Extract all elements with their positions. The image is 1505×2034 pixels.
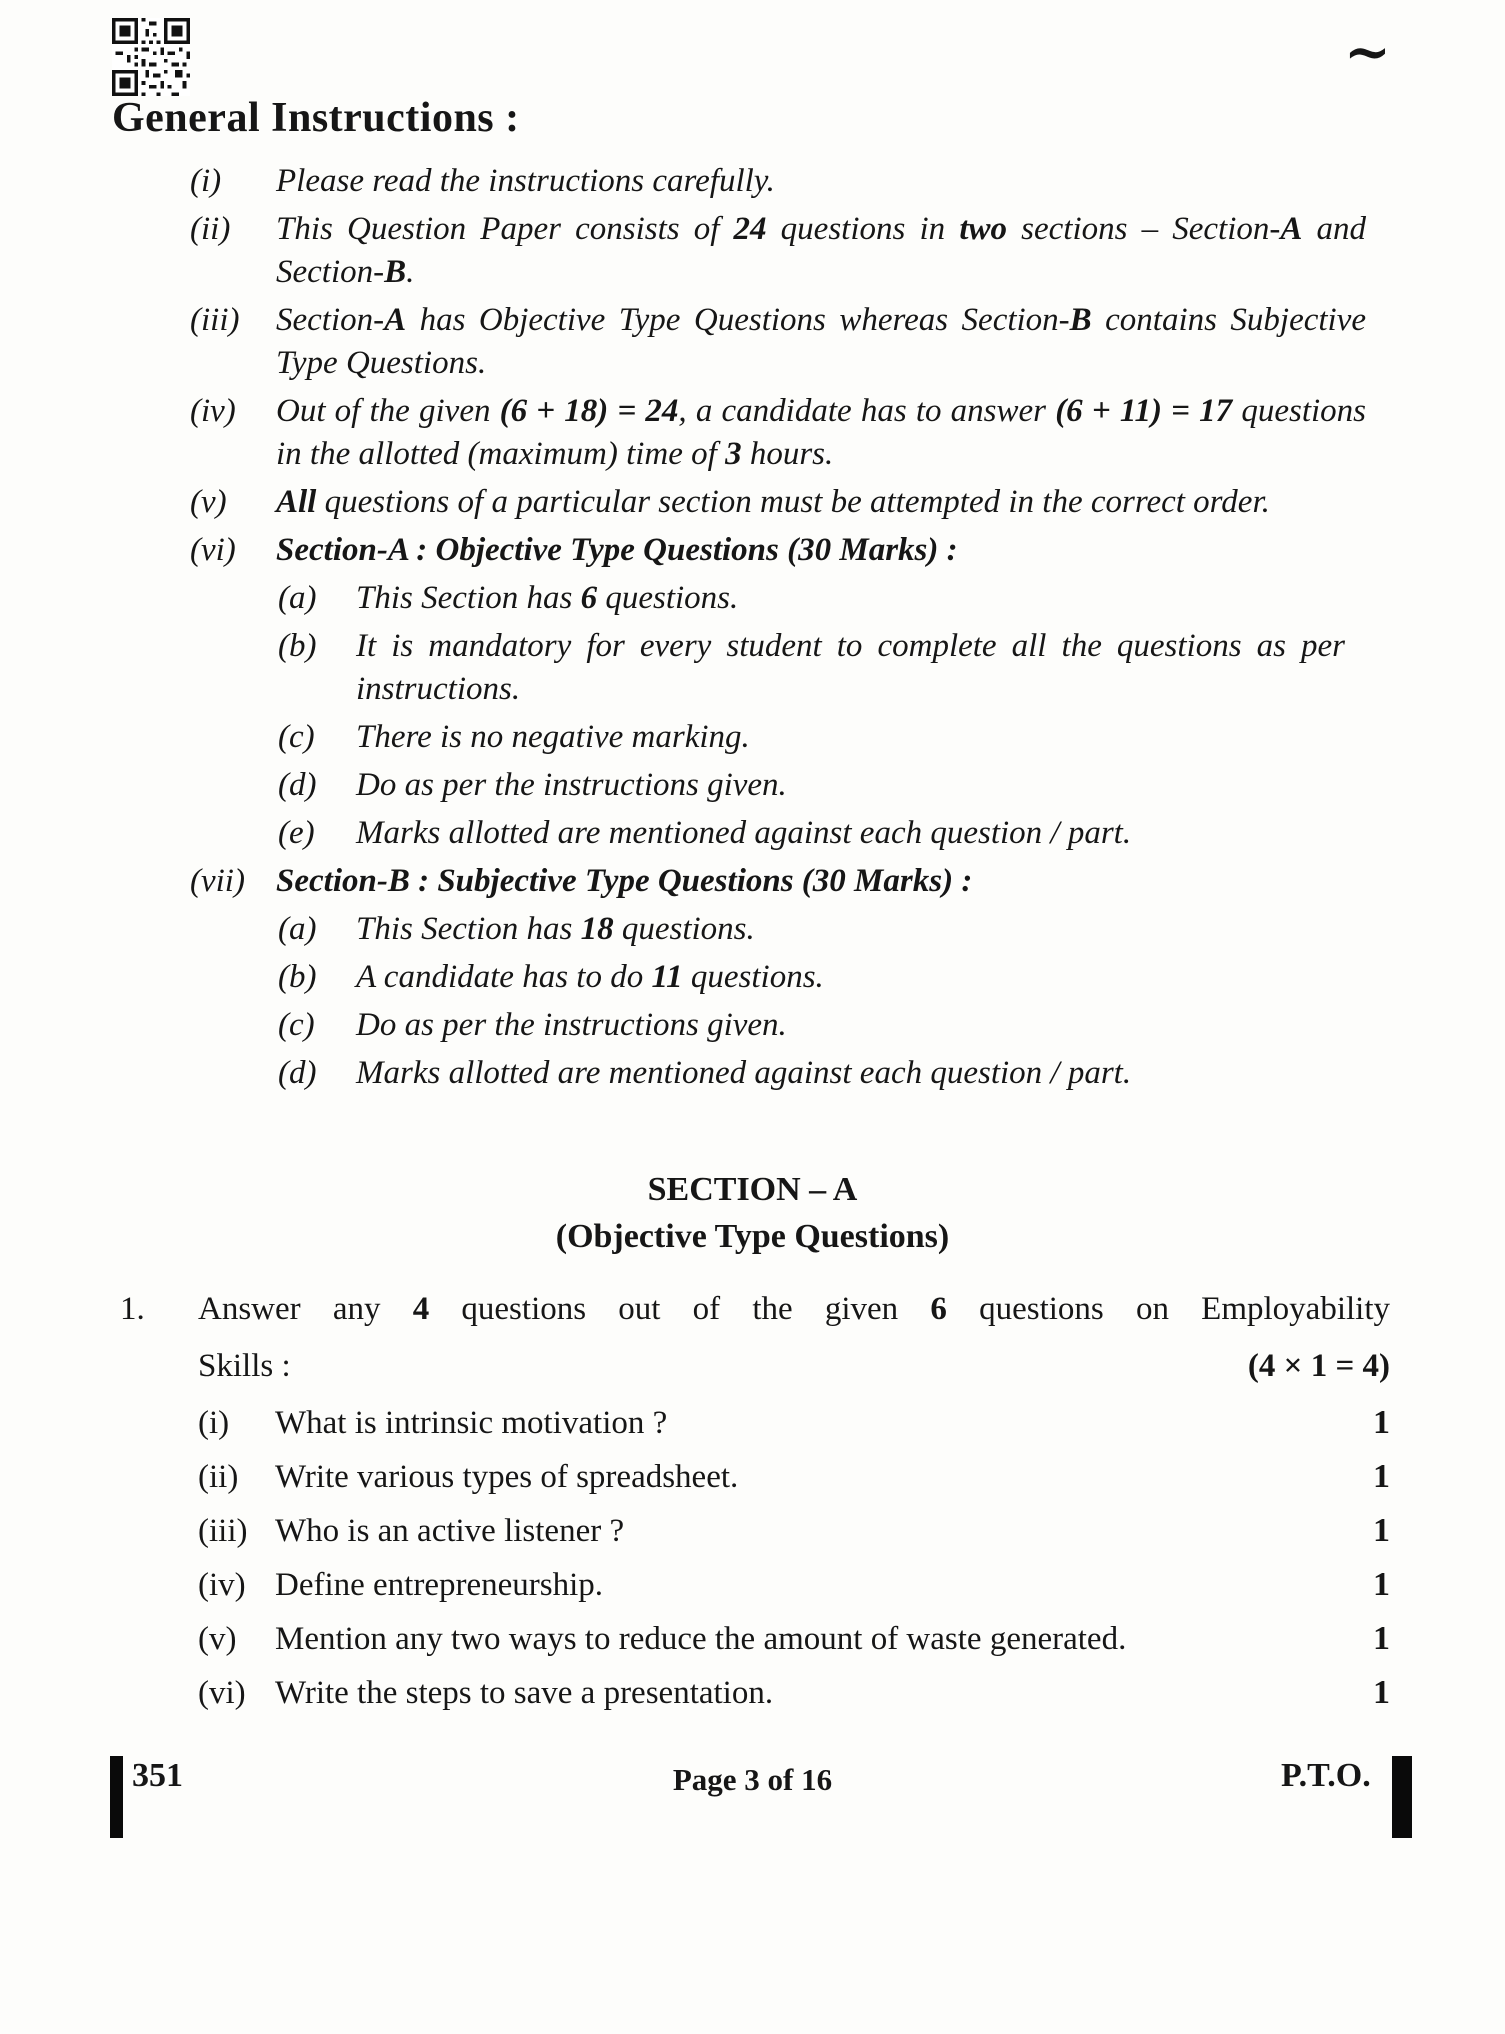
- instruction-subitem: [190, 577, 1366, 620]
- instruction-subitem: [190, 625, 1366, 711]
- instruction-item: [190, 390, 1366, 476]
- general-instructions-title: General Instructions :: [112, 95, 520, 141]
- instruction-subitem: [190, 1052, 1366, 1095]
- instruction-text: Marks allotted are mentioned against each question / part.: [356, 1055, 1132, 1091]
- subquestion-text: Define entrepreneurship.: [275, 1567, 604, 1603]
- subquestion-marks: 1: [1373, 1458, 1390, 1495]
- instruction-item: [190, 481, 1366, 524]
- subquestion-marks: 1: [1373, 1512, 1390, 1549]
- subquestion-row: [198, 1511, 1390, 1551]
- tilde-mark: ~: [1344, 19, 1391, 85]
- instruction-text: Marks allotted are mentioned against each question / part.: [356, 815, 1132, 851]
- question-1-subquestions: [120, 1403, 1390, 1713]
- subquestion-marker: (i): [198, 1405, 230, 1441]
- instruction-text: This Question Paper consists of 24 questions in two sections – Section-A and Section-B.: [276, 211, 1367, 290]
- instruction-marker: (iii): [190, 302, 240, 338]
- subquestion-text: Write the steps to save a presentation.: [275, 1675, 774, 1711]
- subquestion-row: [198, 1673, 1390, 1713]
- instruction-text: Section-B : Subjective Type Questions (30 Marks) :: [276, 863, 973, 899]
- instruction-marker: (b): [278, 959, 317, 995]
- instruction-text: It is mandatory for every student to complete all the questions as per instructions.: [356, 628, 1345, 707]
- instruction-marker: (iv): [190, 393, 236, 429]
- subquestion-marker: (iii): [198, 1513, 248, 1549]
- instruction-text: There is no negative marking.: [356, 719, 750, 755]
- instruction-subitem: [190, 716, 1366, 759]
- instruction-marker: (a): [278, 580, 317, 616]
- instruction-marker: (d): [278, 1055, 317, 1091]
- section-a-heading: [0, 1166, 1505, 1260]
- section-subtitle: (Objective Type Questions): [555, 1218, 950, 1255]
- instruction-text: This Section has 18 questions.: [356, 911, 755, 947]
- instruction-marker: (e): [278, 815, 315, 851]
- instruction-text: Please read the instructions carefully.: [276, 163, 775, 199]
- subquestion-marks: 1: [1373, 1674, 1390, 1711]
- marks-scheme-note: (4 × 1 = 4): [1247, 1348, 1390, 1384]
- qr-code-icon: [112, 18, 190, 96]
- question-1-line-1: [120, 1288, 1390, 1330]
- instruction-text: This Section has 6 questions.: [356, 580, 739, 616]
- pto-label: P.T.O.: [1281, 1757, 1371, 1794]
- question-1-line-2: [198, 1345, 1390, 1387]
- instruction-marker: (vi): [190, 532, 236, 568]
- instruction-subitem: [190, 812, 1366, 855]
- page-number: Page 3 of 16: [672, 1762, 833, 1797]
- subquestion-marker: (v): [198, 1621, 237, 1657]
- instruction-text: A candidate has to do 11 questions.: [356, 959, 824, 995]
- subquestion-marks: 1: [1373, 1620, 1390, 1657]
- question-1: [120, 1288, 1390, 1727]
- instruction-marker: (c): [278, 719, 315, 755]
- subquestion-text: Write various types of spreadsheet.: [275, 1459, 739, 1495]
- subquestion-text: Mention any two ways to reduce the amount of waste generated.: [275, 1621, 1127, 1657]
- instruction-marker: (ii): [190, 211, 231, 247]
- question-text: Answer any 4 questions out of the given 6 questions on Employability: [198, 1291, 1390, 1327]
- instruction-text: Out of the given (6 + 18) = 24, a candidate has to answer (6 + 11) = 17 questions in the allotted (maximum) time of 3 hours.: [276, 393, 1366, 472]
- instruction-text: Section-A : Objective Type Questions (30 Marks) :: [276, 532, 958, 568]
- subquestion-text: Who is an active listener ?: [275, 1513, 625, 1549]
- instruction-subitem: [190, 956, 1366, 999]
- subquestion-marker: (vi): [198, 1675, 246, 1711]
- question-text-continued: Skills :: [198, 1348, 291, 1384]
- instruction-subitem: [190, 764, 1366, 807]
- instruction-marker: (v): [190, 484, 227, 520]
- instruction-marker: (i): [190, 163, 222, 199]
- instruction-text: All questions of a particular section must be attempted in the correct order.: [276, 484, 1270, 520]
- instruction-marker: (d): [278, 767, 317, 803]
- subquestion-marker: (iv): [198, 1567, 246, 1603]
- instruction-subitem: [190, 908, 1366, 951]
- section-title: SECTION – A: [647, 1171, 858, 1208]
- subquestion-marks: 1: [1373, 1404, 1390, 1441]
- footer-bar-right: [1392, 1756, 1412, 1838]
- question-number: 1.: [120, 1291, 145, 1327]
- instruction-item-section-a-header: [190, 529, 1366, 572]
- instruction-marker: (c): [278, 1007, 315, 1043]
- subquestion-row: [198, 1565, 1390, 1605]
- paper-code: 351: [132, 1757, 183, 1794]
- instruction-marker: (b): [278, 628, 317, 664]
- instruction-marker: (vii): [190, 863, 245, 899]
- instruction-item: [190, 208, 1366, 294]
- subquestion-text: What is intrinsic motivation ?: [275, 1405, 668, 1441]
- instruction-text: Do as per the instructions given.: [356, 1007, 787, 1043]
- general-instructions-list: [190, 160, 1366, 1100]
- instruction-text: Do as per the instructions given.: [356, 767, 787, 803]
- instruction-text: Section-A has Objective Type Questions whereas Section-B contains Subjective Type Questions.: [276, 302, 1366, 381]
- instruction-item: [190, 160, 1366, 203]
- subquestion-marks: 1: [1373, 1566, 1390, 1603]
- instruction-subitem: [190, 1004, 1366, 1047]
- subquestion-row: [198, 1619, 1390, 1659]
- subquestion-row: [198, 1457, 1390, 1497]
- subquestion-marker: (ii): [198, 1459, 239, 1495]
- instruction-marker: (a): [278, 911, 317, 947]
- instruction-item: [190, 299, 1366, 385]
- instruction-item-section-b-header: [190, 860, 1366, 903]
- subquestion-row: [198, 1403, 1390, 1443]
